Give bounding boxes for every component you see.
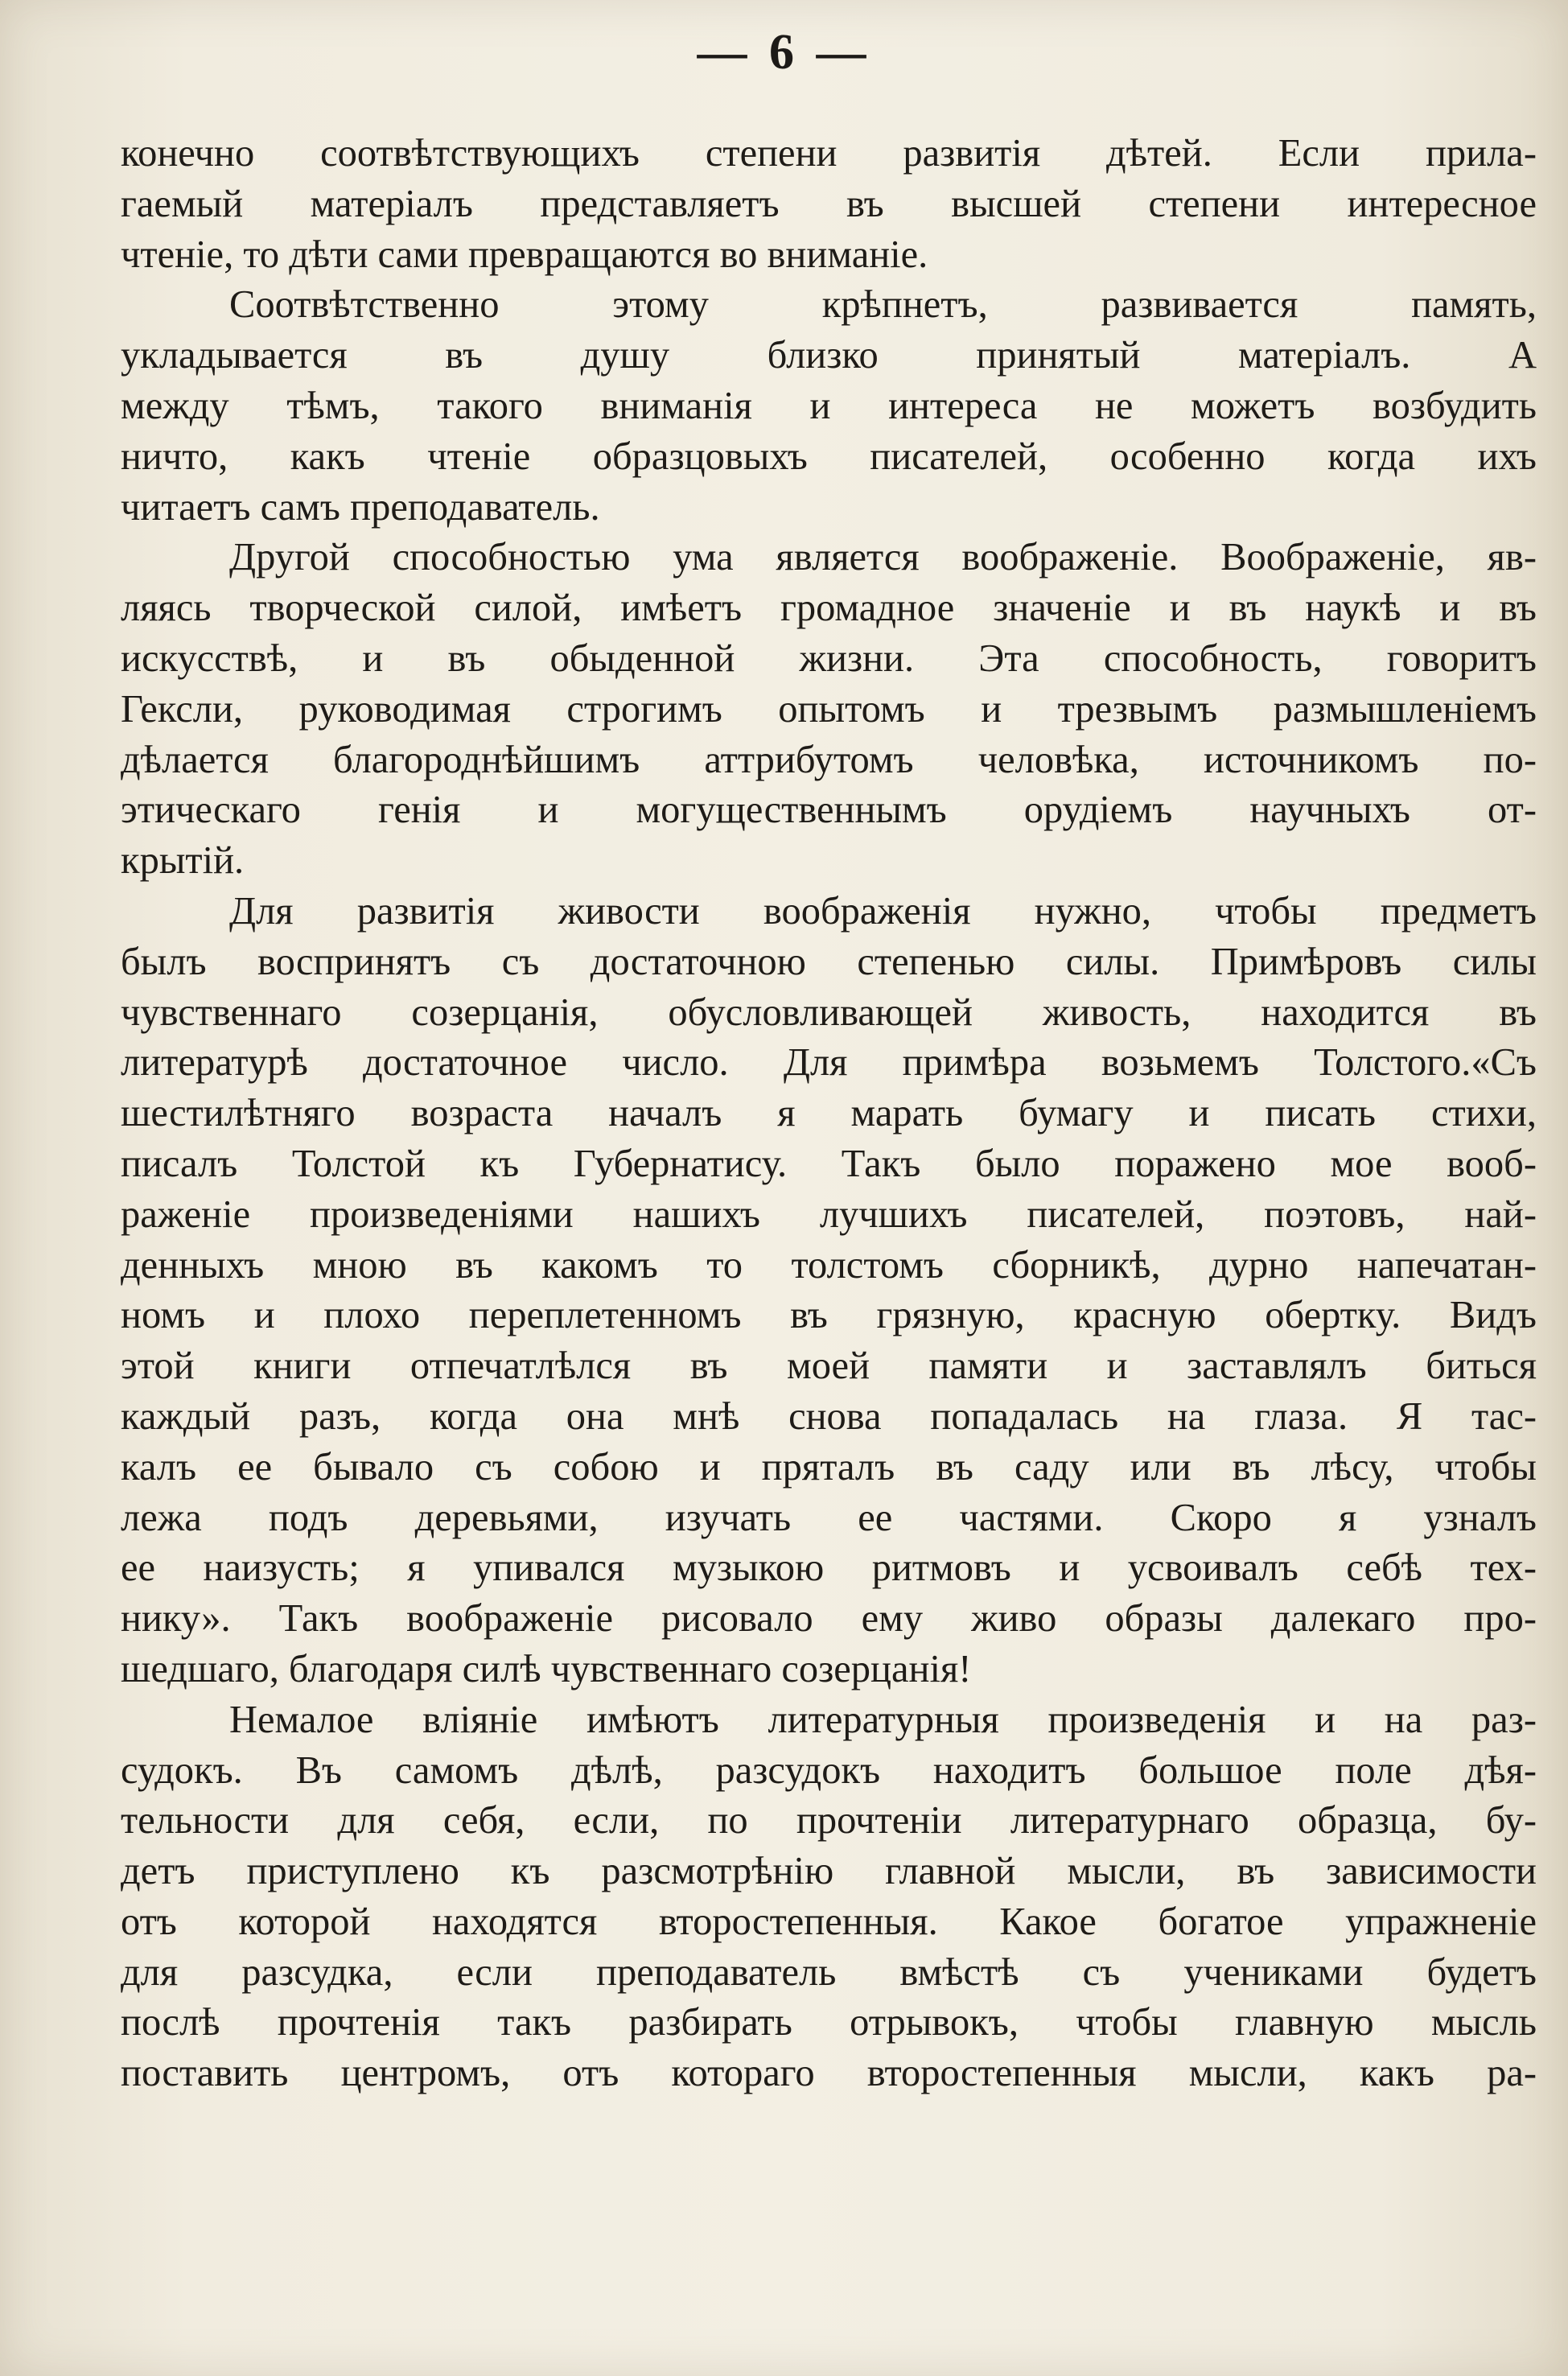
text-line: писалъ Толстой къ Губернатису. Такъ было поражено мое вооб- (121, 1142, 1537, 1185)
text-line: номъ и плохо переплетенномъ въ грязную, красную обертку. Видъ (121, 1294, 1537, 1337)
paragraph (121, 887, 1537, 1695)
text-line: гаемый матеріалъ представляетъ въ высшей степени интересное (121, 182, 1537, 225)
text-line: ничто, какъ чтеніе образцовыхъ писателей, особенно когда ихъ (121, 434, 1537, 478)
text-line: Соотвѣтственно этому крѣпнетъ, развивается память, (229, 283, 1537, 327)
text-line: укладывается въ душу близко принятый матеріалъ. А (121, 334, 1537, 377)
paragraph (121, 533, 1537, 887)
page-text (121, 129, 1537, 2099)
paragraph (121, 280, 1537, 533)
text-line: нику». Такъ воображеніе рисовало ему живо образы далекаго про- (121, 1597, 1537, 1641)
text-line: конечно соотвѣтствующихъ степени развитія дѣтей. Если прила- (121, 132, 1537, 175)
text-line: между тѣмъ, такого вниманія и интереса не можетъ возбудить (121, 384, 1537, 427)
text-line: раженіе произведеніями нашихъ лучшихъ писателей, поэтовъ, най- (121, 1192, 1537, 1236)
text-line: ляясь творческой силой, имѣетъ громадное значеніе и въ наукѣ и въ (121, 587, 1537, 630)
text-line: этой книги отпечатлѣлся въ моей памяти и заставлялъ биться (121, 1344, 1537, 1388)
text-line: Другой способностью ума является воображеніе. Воображеніе, яв- (229, 536, 1537, 579)
text-line: для разсудка, если преподаватель вмѣстѣ съ учениками будетъ (121, 1950, 1537, 1994)
text-line: Для развитія живости воображенія нужно, чтобы предметъ (229, 889, 1537, 933)
text-line: искусствѣ, и въ обыденной жизни. Эта способность, говоритъ (121, 636, 1537, 680)
text-line: чтеніе, то дѣти сами превращаются во вниманіе. (121, 233, 928, 276)
text-line: дѣлается благороднѣйшимъ аттрибутомъ человѣка, источникомъ по- (121, 738, 1537, 781)
text-line: этическаго генія и могущественнымъ орудіемъ научныхъ от- (121, 789, 1537, 832)
page-number: — 6 — (697, 25, 871, 80)
text-line: чувственнаго созерцанія, обусловливающей живость, находится въ (121, 990, 1537, 1034)
text-line: поставить центромъ, отъ котораго второстепенныя мысли, какъ ра- (121, 2052, 1537, 2095)
text-line: тельности для себя, если, по прочтеніи литературнаго образца, бу- (121, 1799, 1537, 1843)
text-line: детъ приступлено къ разсмотрѣнію главной мысли, въ зависимости (121, 1850, 1537, 1893)
text-line: денныхъ мною въ какомъ то толстомъ сборникѣ, дурно напечатан- (121, 1243, 1537, 1287)
text-line: литературѣ достаточное число. Для примѣра возьмемъ Толстого.«Съ (121, 1041, 1537, 1085)
text-line: шестилѣтняго возраста началъ я марать бумагу и писать стихи, (121, 1092, 1537, 1135)
paragraph (121, 129, 1537, 280)
text-line: каждый разъ, когда она мнѣ снова попадалась на глаза. Я тас- (121, 1394, 1537, 1438)
text-line: ее наизусть; я упивался музыкою ритмовъ и усвоивалъ себѣ тех- (121, 1546, 1537, 1590)
text-line: крытій. (121, 839, 245, 883)
text-line: лежа подъ деревьями, изучать ее частями. Скоро я узналъ (121, 1496, 1537, 1539)
text-line: судокъ. Въ самомъ дѣлѣ, разсудокъ находитъ большое поле дѣя- (121, 1748, 1537, 1792)
text-line: Немалое вліяніе имѣютъ литературныя произведенія и на раз- (229, 1698, 1537, 1741)
text-line: отъ которой находятся второстепенныя. Какое богатое упражненіе (121, 1900, 1537, 1943)
paragraph (121, 1695, 1537, 2099)
text-line: шедшаго, благодаря силѣ чувственнаго созерцанія! (121, 1647, 972, 1690)
text-line: былъ воспринятъ съ достаточною степенью силы. Примѣровъ силы (121, 940, 1537, 983)
text-line: Гексли, руководимая строгимъ опытомъ и трезвымъ размышленіемъ (121, 687, 1537, 731)
text-line: калъ ее бывало съ собою и пряталъ въ саду или въ лѣсу, чтобы (121, 1445, 1537, 1489)
text-line: послѣ прочтенія такъ разбирать отрывокъ, чтобы главную мысль (121, 2001, 1537, 2045)
text-line: читаетъ самъ преподаватель. (121, 485, 600, 529)
